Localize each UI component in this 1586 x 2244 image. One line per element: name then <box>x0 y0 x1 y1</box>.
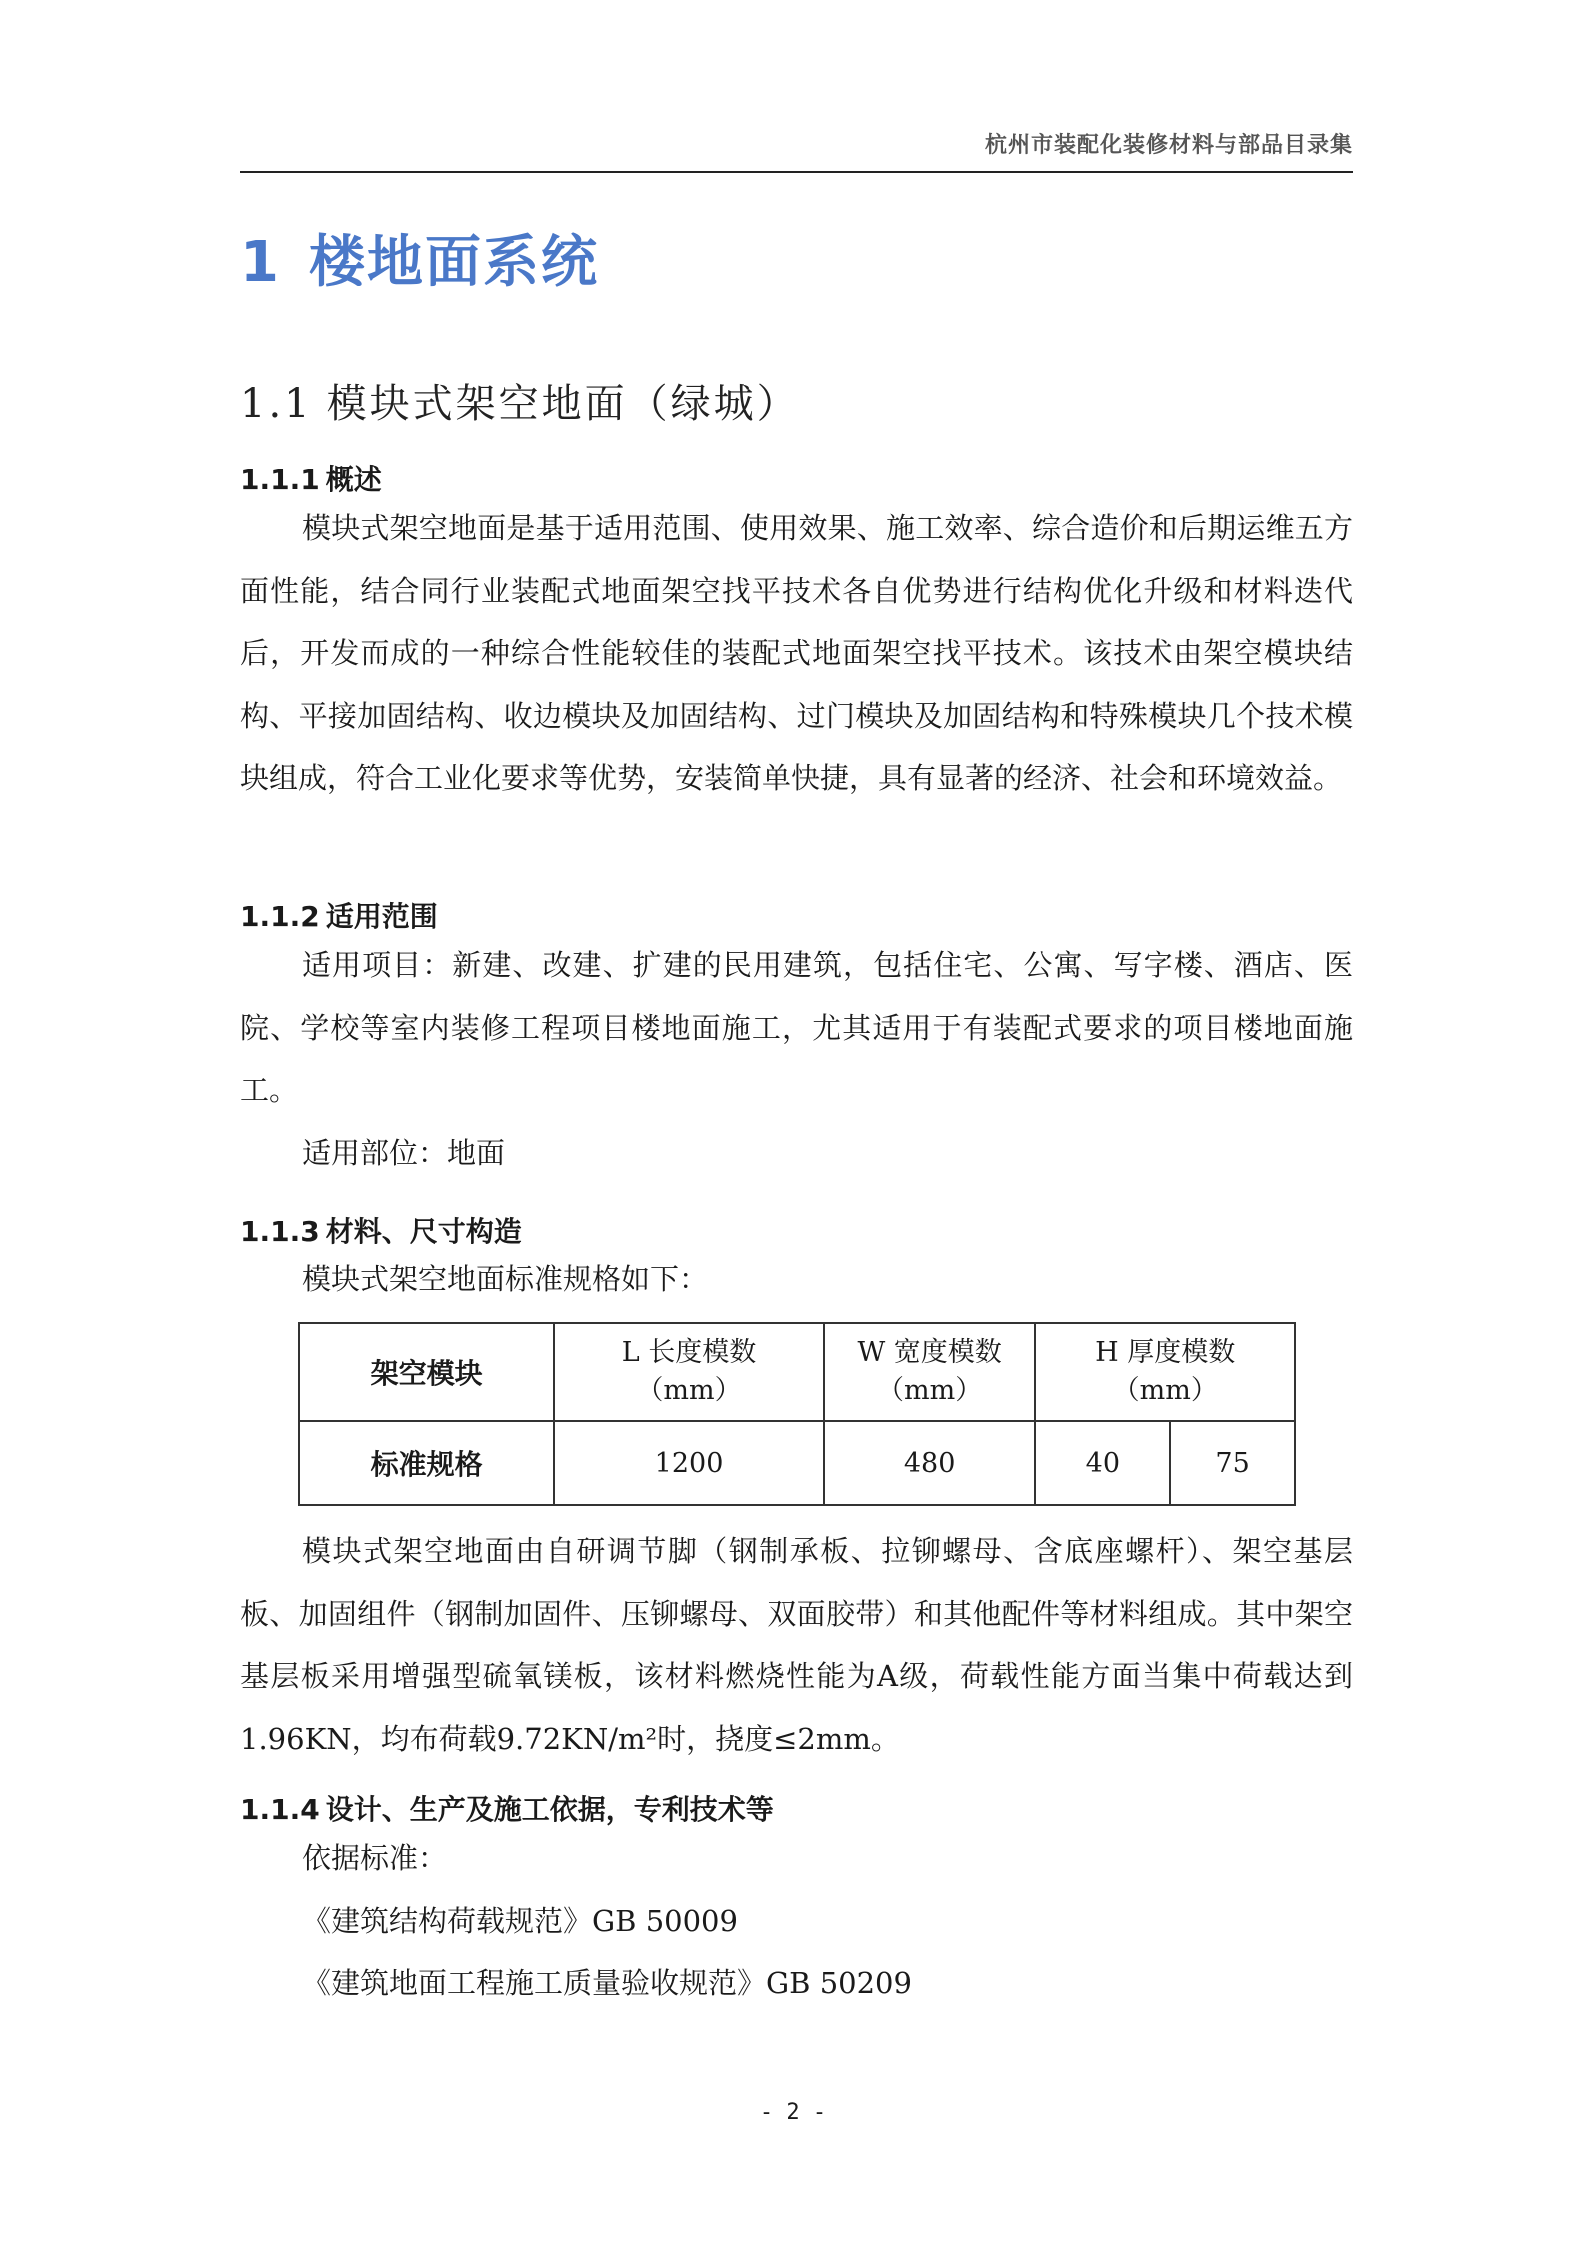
scope-paragraph: 适用项目：新建、改建、扩建的民用建筑，包括住宅、公寓、写字楼、酒店、医院、学校等室内装修工程项目楼地面施工，尤其适用于有装配式要求的项目楼地面施工。 <box>240 948 1353 1107</box>
subsection-number: 1.1.1 <box>240 463 320 496</box>
table-cell-row-label: 架空模块 <box>299 1323 554 1421</box>
materials-paragraph: 模块式架空地面由自研调节脚（钢制承板、拉铆螺母、含底座螺杆）、架空基层板、加固组件（钢制加固件、压铆螺母、双面胶带）和其他配件等材料组成。其中架空基层板采用增强型硫氧镁板，该材料燃烧性能为A级，荷载性能方面当集中荷载达到1.96KN，均布荷载9.72KN/m²时，挠度≤2mm。 <box>240 1534 1353 1756</box>
standard-item: 《建筑结构荷载规范》GB 50009 <box>302 1904 738 1938</box>
scope-location-line: 适用部位：地面 <box>302 1136 506 1170</box>
standard-item: 《建筑地面工程施工质量验收规范》GB 50209 <box>302 1966 912 2000</box>
header-divider <box>240 171 1353 173</box>
table-header-length: L 长度模数 （mm） <box>554 1323 823 1421</box>
table-row <box>299 1323 1295 1421</box>
chapter-title <box>240 218 599 298</box>
chapter-number: 1 <box>240 230 281 295</box>
section-title <box>240 372 800 429</box>
table-header-width: W 宽度模数 （mm） <box>824 1323 1036 1421</box>
subsection-number: 1.1.2 <box>240 900 320 933</box>
table-header-thickness: H 厚度模数 （mm） <box>1035 1323 1295 1421</box>
spec-intro-line: 模块式架空地面标准规格如下： <box>302 1262 709 1296</box>
table-cell-length-value: 1200 <box>554 1421 823 1505</box>
table-cell-width-value: 480 <box>824 1421 1036 1505</box>
spec-table <box>298 1322 1296 1506</box>
basis-line: 依据标准： <box>302 1841 448 1875</box>
subsection-title-overview <box>240 458 382 498</box>
subsection-title-scope <box>240 895 438 935</box>
section-number: 1.1 <box>240 381 313 427</box>
subsection-title-basis <box>240 1788 774 1828</box>
subsection-title-text: 材料、尺寸构造 <box>325 1215 522 1248</box>
subsection-number: 1.1.4 <box>240 1793 320 1826</box>
running-header: 杭州市装配化装修材料与部品目录集 <box>984 133 1353 158</box>
page-number: - 2 - <box>759 2100 827 2125</box>
overview-paragraph: 模块式架空地面是基于适用范围、使用效果、施工效率、综合造价和后期运维五方面性能，结合同行业装配式地面架空找平技术各自优势进行结构优化升级和材料迭代后，开发而成的一种综合性能较佳的装配式地面架空找平技术。该技术由架空模块结构、平接加固结构、收边模块及加固结构、过门模块及加固结构和特殊模块几个技术模块组成，符合工业化要求等优势，安装简单快捷，具有显著的经济、社会和环境效益。 <box>240 511 1353 795</box>
table-cell-thickness-value: 40 <box>1035 1421 1170 1505</box>
subsection-title-text: 概述 <box>325 463 382 496</box>
section-title-text: 模块式架空地面（绿城） <box>326 381 800 427</box>
table-cell-row-label: 标准规格 <box>299 1421 554 1505</box>
chapter-title-text: 楼地面系统 <box>308 230 599 295</box>
table-row <box>299 1421 1295 1505</box>
subsection-title-text: 设计、生产及施工依据，专利技术等 <box>325 1793 774 1826</box>
subsection-title-materials <box>240 1210 522 1250</box>
subsection-number: 1.1.3 <box>240 1215 320 1248</box>
subsection-title-text: 适用范围 <box>325 900 438 933</box>
table-cell-thickness-value: 75 <box>1170 1421 1295 1505</box>
